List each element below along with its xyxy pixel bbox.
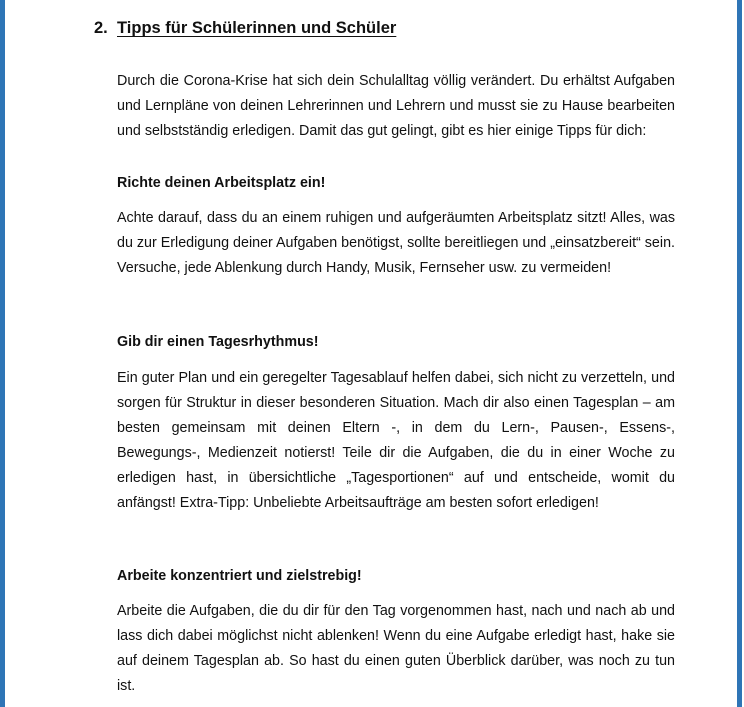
section-title: Tipps für Schülerinnen und Schüler <box>117 19 397 37</box>
tip-text-workspace: Achte darauf, dass du an einem ruhigen und aufgeräumten Arbeitsplatz sitzt! Alles, was du zur Erledigung deiner Aufgaben benötigst, sollte bereitliegen und „einsatzbereit“ sein. Versuche, jede Ablenkung durch Handy, Musik, Fernseher usw. zu vermeiden! <box>117 210 675 276</box>
page-border-right <box>737 0 742 707</box>
tip-heading-focus: Arbeite konzentriert und zielstrebig! <box>117 568 362 584</box>
tip-text-daily-rhythm: Ein guter Plan und ein geregelter Tagesablauf helfen dabei, sich nicht zu verzetteln, und sorgen für Struktur in dieser besonderen Situation. Mach dir also einen Tagesplan – am besten gemeinsam mit deinen Eltern -, in dem du Lern-, Pausen-, Essens-, Bewegungs-, Medienzeit notierst! Teile dir die Aufgaben, die du in einer Woche zu erledigen hast, in übersichtliche „Tagesportionen“ auf und entscheide, womit du anfängst! Extra-Tipp: Unbeliebte Arbeitsaufträge am besten sofort erledigen! <box>117 370 675 511</box>
section-number: 2. <box>94 19 108 37</box>
page-border-left <box>0 0 5 707</box>
intro-paragraph: Durch die Corona-Krise hat sich dein Schulalltag völlig verändert. Du erhältst Aufgaben und Lernpläne von deinen Lehrerinnen und Lehrern und musst sie zu Hause bearbeiten und selbstständig erledigen. Damit das gut gelingt, gibt es hier einige Tipps für dich: <box>117 73 675 139</box>
section-heading <box>94 19 396 38</box>
tip-heading-workspace: Richte deinen Arbeitsplatz ein! <box>117 175 326 191</box>
tip-heading-daily-rhythm: Gib dir einen Tagesrhythmus! <box>117 334 319 350</box>
tip-text-focus: Arbeite die Aufgaben, die du dir für den Tag vorgenommen hast, nach und nach ab und lass dich dabei möglichst nicht ablenken! Wenn du eine Aufgabe erledigt hast, hake sie auf deinem Tagesplan ab. So hast du einen guten Überblick darüber, was noch zu tun ist. <box>117 603 675 694</box>
